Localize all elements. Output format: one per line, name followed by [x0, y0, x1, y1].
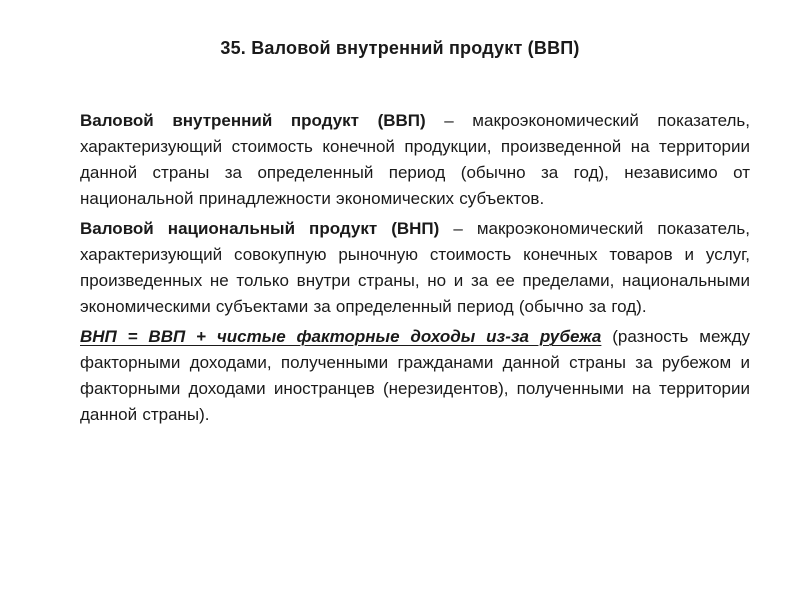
- title-number: 35.: [220, 38, 252, 58]
- paragraph-gnp-definition: [80, 216, 750, 320]
- title-text: Валовой внутренний продукт (ВВП): [251, 38, 580, 58]
- paragraph-gdp-definition: [80, 108, 750, 212]
- content-body: [80, 108, 750, 432]
- definition-gnp: – макроэкономический показатель, характеризующий совокупную рыночную стоимость конечных товаров и услуг, произведенных не только внутри страны, но и за ее пределами, национальными экономическими субъектами за определенный период (обычно за год).: [80, 219, 750, 316]
- term-gdp: Валовой внутренний продукт (ВВП): [80, 111, 426, 130]
- formula-explanation: (разность между факторными доходами, полученными гражданами данной страны за рубежом и факторными доходами иностранцев (нерезидентов), полученными на территории данной страны).: [80, 327, 750, 424]
- gnp-gdp-formula: ВНП = ВВП + чистые факторные доходы из-за рубежа: [80, 327, 602, 346]
- page-title: [0, 38, 800, 59]
- definition-gdp: – макроэкономический показатель, характеризующий стоимость конечной продукции, произведенной на территории данной страны за определенный период (обычно за год), независимо от национальной принадлежности экономических субъектов.: [80, 111, 750, 208]
- paragraph-formula: [80, 324, 750, 428]
- term-gnp: Валовой национальный продукт (ВНП): [80, 219, 440, 238]
